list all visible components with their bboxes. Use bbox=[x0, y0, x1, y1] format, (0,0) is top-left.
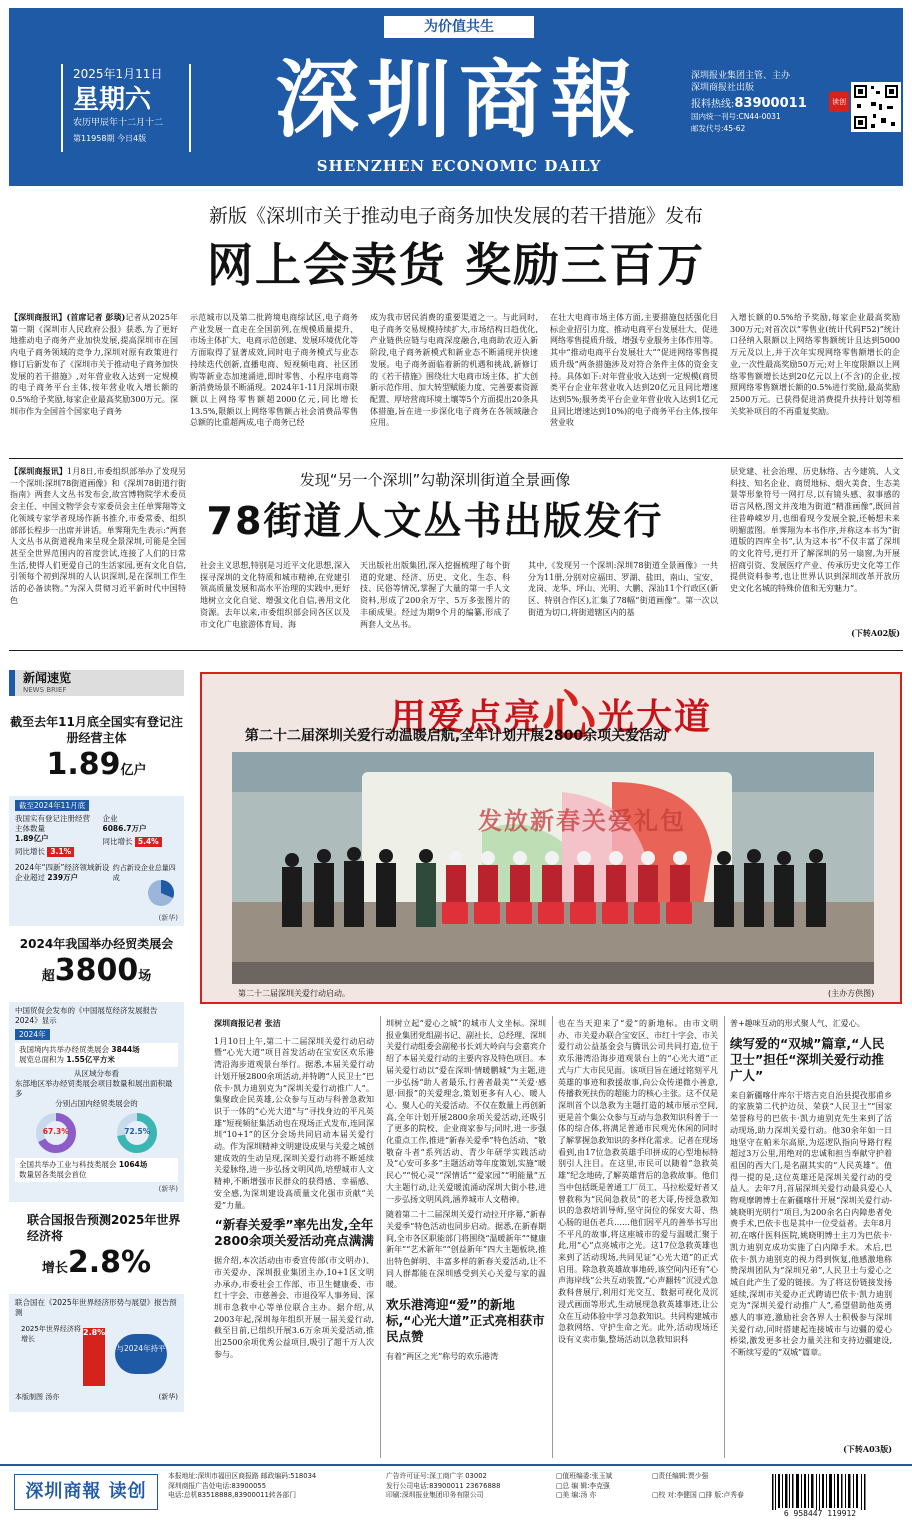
feature-col1b-text: 据介绍,本次活动由市委宣传部(市文明办)、市关爱办、深圳报业集团主办,10+1区文明办承办,市委社会工作部、市卫生健康委、市红十字会、市慈善会、市退役军人事务局、深圳市急救中心等单位联合主办。据介绍,从2003年起,深圳每年组织开展一届关爱行动,截至目前,已组织开展3.6万余项关爱活动,推出2500余项优秀公益项目,吸引了超千万人次参与。 bbox=[214, 1256, 374, 1359]
story1-byline: 【深圳商报讯】(首席记者 彭琰) bbox=[10, 312, 126, 322]
story2-kicker: 发现“另一个深圳”勾勒深圳街道全景画像 bbox=[299, 471, 571, 489]
weekday: 星期六 bbox=[73, 85, 152, 116]
barcode-number: 6 958447 119912 bbox=[783, 1509, 857, 1518]
feature-column-2 bbox=[386, 1018, 546, 1458]
feature-headline-a: 用爱点亮 bbox=[389, 697, 542, 738]
news-brief-sidebar bbox=[9, 670, 184, 1460]
column-divider bbox=[380, 1016, 381, 1458]
story1-headline[interactable]: 网上会卖货 奖励三百万 bbox=[206, 238, 705, 292]
brief2-label-2: 展览总面积为 bbox=[19, 1055, 64, 1064]
story1-column-5: 入增长额的0.5%给予奖励,每家企业最高奖励300万元;对首次以“零售业(统计代码F52)”统计口径纳入限额以上网络零售额统计且达到5000万元及以上,并于次年实现网络零售额增长的企业,一次性最高奖励50万元;对上年度限额以上网络零售额增长达到20亿元以上(不含)的企业,按照网络零售额增长额的0.5%进行奖励,最高奖励2500万元。已获得促进消费提升扶持计划等相关奖补项目的不再重复奖励。 bbox=[730, 313, 900, 416]
footer-ad-1: 广告许可证号:深工商广字 03002 bbox=[386, 1472, 487, 1480]
feature-column-4 bbox=[730, 1018, 892, 1458]
brief1-new-value: 239万户 bbox=[47, 873, 79, 882]
brief1-enterprise-label: 企业 bbox=[102, 814, 118, 823]
newspaper-title-en: SHENZHEN ECONOMIC DAILY bbox=[316, 157, 602, 175]
footer-editors bbox=[556, 1472, 656, 1501]
footer-address-3: 电话:总机83518888,83900011转各部门 bbox=[168, 1491, 297, 1499]
feature-col4b-text: 来自新疆喀什库尔干塔吉克自治县提孜那甫乡的家族第二代护边员、荣获“人民卫士”“国家荣誉称号的巴依卡·凯力迪别克先生来到了活动现场,助力深圳关爱行动。他30余年如一日地坚守在帕米尔高原,为巡逻队指向导路行程超过3万公里,用绝对的忠诚和担当奉献守护着祖国的西大门,是名副其实的“人民英雄”。值得一提的是,这位英雄还是深圳关爱行动的受益人。去年7月,首届深圳关爱行动最具爱心人物观摩聘博士在新疆喀什开展“深圳关爱行动-姚晓明光明行”项目,为200余名白内障患者免费手术,巴依卡也是其中一位受益者。去年8月初,在喀什医科医院,姚晓明博士主刀为巴依卡·凯力迪别克成功实施了白内障手术。术后,巴依卡·凯力迪别克的视力得到恢复,他感激地称赞深圳团队为“深圳兄弟”,人民卫士与爱心之城自此产生了爱的链接。为了将这份链接发扬延续,深圳市关爱办正式聘请巴依卡·凯力迪别克为“深圳关爱行动推广人”,希望借助他英勇感人的事迹,激励社会各界人士积极参与深圳关爱行动,同时搭建起连接城市与边疆的爱心桥梁,激发更多社会力量关注和支持边疆建设,不断续写爱的“双城”篇章。 bbox=[730, 1090, 892, 1358]
brief2-value-3: 1064场 bbox=[118, 1160, 148, 1169]
footer-address-2: 深圳商报广告处电话:83900055 bbox=[168, 1481, 267, 1490]
brief1-value: 1.89 bbox=[46, 747, 121, 782]
duchuang-seal-icon: 读创 bbox=[829, 92, 849, 112]
brief2-label-1: 我国境内共举办经贸类展会 bbox=[19, 1045, 109, 1054]
feature-column-1 bbox=[214, 1018, 374, 1458]
brief1-label-1: 我国实有登记注册经营主体数量 bbox=[15, 814, 90, 833]
publisher-line-1: 深圳报业集团主管、主办 bbox=[691, 71, 791, 81]
brief3-chart-label: 2025年世界经济将增长 bbox=[21, 1325, 81, 1343]
newspaper-title: 深圳商報 bbox=[274, 50, 643, 149]
story2-column-1: 【深圳商报讯】1月8日,市委组织部举办了发现另一个深圳:深圳78街道画像》和《深圳78街道行街指南》两套人文丛书发布会,故宫博物院学术委员会主任、中国文物学会专家委员会主任单霁翔等文化领域专家学者现场作新书推介,市委常委、组织部部长程步一出席并讲话。单霁翔先生表示:“两套人文丛书从街道视角来呈现全景深圳,可能是全国甚至全世界范围内的首度尝试,连接了人们的日常生活,使得人们更爱自己的生活家园,更有文化自信,引领每个初到深圳的人认识深圳,是在深圳工作生活的必备读物。”为深入贯彻习近平新时代中国特色 bbox=[10, 466, 186, 605]
brief1-source: (新华) bbox=[158, 914, 178, 922]
brief3-prefix: 增长 bbox=[41, 1261, 68, 1276]
footer-ad-3: 印刷:深圳报业集团印务有限公司 bbox=[386, 1491, 484, 1499]
brief2-share-label: 分别占国内经贸类展会的 bbox=[55, 1099, 138, 1108]
divider bbox=[9, 458, 903, 459]
feature-col2b-text: 随着第二十二届深圳关爱行动拉开序幕,“新春关爱季”特色活动也同步启动。据悉,在新春期间,全市各区职能部门将围绕“温暖新年”“健康新年”“艺术新年”“创益新年”四大主题板块,推出特色鲜明、丰富多样的新春关爱活动,让不同人群都能在深圳感受到关心关爱与家的温暖。 bbox=[386, 1210, 546, 1290]
footer-staff-1: □责任编辑:贾少强 bbox=[652, 1472, 709, 1480]
brief3-title: 联合国报告预测2025年世界经济将 bbox=[27, 1213, 181, 1243]
footer-logo: 深圳商報 读创 bbox=[14, 1474, 158, 1510]
footer-staff bbox=[652, 1472, 762, 1501]
brief2-share-1: 67.3% bbox=[42, 1127, 69, 1136]
date-box bbox=[61, 64, 191, 152]
brief1-growth-label-2: 同比增长 bbox=[102, 837, 133, 846]
feature-col2c-text: 有着“两区之光”称号的欢乐港湾 bbox=[386, 1352, 499, 1362]
divider bbox=[9, 650, 903, 651]
footer-address-1: 本报地址:深圳市福田区商报路 邮政编码:518034 bbox=[168, 1472, 317, 1480]
brief2-tag: 2024年 bbox=[15, 1029, 50, 1040]
brief1-figure bbox=[9, 746, 184, 790]
brief2-intro: 中国贸促会发布的《中国展览经济发展报告2024》显示 bbox=[15, 1006, 158, 1025]
brief3-source: (新华) bbox=[158, 1393, 178, 1401]
brief3-note-bubble: 与2024年持平 bbox=[115, 1334, 167, 1374]
brief1-tag: 截至2024年11月底 bbox=[15, 800, 89, 811]
feature-column-3: 也在当天迎来了“爱”的新地标。由市文明办、市关爱办联合宝安区、市红十字会、市关爱行动公益基金会与腾讯公司共同打造,位于欢乐港湾沿海步道观景台上的“心光大道”正式与广大市民见面。该项目旨在通过铭刻平凡英雄的事迹和救援故事,向公众传递微小善意,传播救死扶伤的超能力的核心主张。这不仅是深圳首个以急救为主题打造的城市展示空间,更是首个集公众参与互动与急救知识科普于一体的综合体,将满足普通市民观光休闲的同时了解掌握急救知识的多样化需求。记者在现场看到,由17位急救英雄手印拼成的心型地标特别引人注目。在这里,市民可以随着“急救英雄”纪念地砖,了解英雄背后的急救故事。他们当中包括既是普通工厂员工、马拉松爱好者又曾救称为“民间急救员”的老大哥,传授急救知识的急救培训导师,坚守岗位的保安大哥、热心肠的退伍老兵……他们因平凡的善举书写出不平凡的故事,将这座城市的爱与温暖汇聚于此,用“心”点亮城市之光。这17位急救英雄也来到了活动现场,共同见证“心光大道”的正式启用。除急救英雄故事地砖,该空间内还有“心声海岸线”公共互动装置,“心声翻转”沉浸式急救科普展厅,利用灯光交互、数据可视化及沉浸式画面等形式,生动展现急救英雄事迹,让公众在互动体验中学习急救知识。共同构建城市急救网络、守护生命之光。此外,活动现场还设有义卖市集,整场活动以急救知识科 bbox=[558, 1019, 718, 1344]
photo-credit: (主办方供图) bbox=[828, 989, 875, 998]
brief2-label-3: 全国共举办工业与科技类展会 bbox=[19, 1160, 117, 1169]
brief1-new-label: 2024年“四新”经济领域新设企业超过 bbox=[15, 863, 110, 882]
hotline-number: 83900011 bbox=[734, 96, 807, 111]
story2-byline: 【深圳商报讯】 bbox=[10, 466, 68, 476]
cn-number: 国内统一刊号:CN44-0031 bbox=[691, 112, 781, 121]
brief2-share-2: 72.5% bbox=[124, 1127, 151, 1136]
story2-column-4: 其中,《发现另一个深圳:深圳78街道全景画像》一共分为11册,分别对应福田、罗湖、盐田、南山、宝安、龙岗、龙华、坪山、光明、大鹏、深汕11个行政区(新区、特别合作区),汇集了78幅“街道画像”。第一次以街道为切口,将街道辖区内的基 bbox=[528, 561, 718, 617]
feature-subheadline: 第二十二届深圳关爱行动温暖启航,全年计划开展2800余项关爱活动 bbox=[244, 728, 668, 744]
footer-ad-info bbox=[386, 1472, 546, 1501]
feature-subhead-1: “新春关爱季”率先出发,全年2800余项关爱活动亮点满满 bbox=[214, 1217, 374, 1249]
brief2-label-3b: 数量居各类展会首位 bbox=[19, 1170, 87, 1179]
brief1-growth-label-1: 同比增长 bbox=[15, 847, 45, 856]
brief1-growth-2: 5.4% bbox=[135, 837, 162, 847]
story1-column-2: 示范城市以及第二批跨境电商综试区,电子商务产业发展一直走在全国前列,在规模质量提升、市场主体扩大、电商示范创建、发展环境优化等方面取得了显著成效,同时电子商务模式与业态持续迭代创新,直播电商、短视频电商、社区团购等新业态加速涌进,即时零售、小程序电商等新消费场景不断涌现。2024年1-11月深圳市限额以上网络零售额超2000亿元,同比增长13.5%,限额以上网络零售额占社会消费品零售总额的比重超两成,电子商务已经 bbox=[190, 313, 358, 428]
feature-headline-heart: 心 bbox=[542, 685, 598, 748]
brief2-title: 2024年我国举办经贸类展会 bbox=[19, 937, 174, 951]
brief1-enterprise-value: 6086.7万户 bbox=[102, 824, 147, 833]
story1-kicker: 新版《深圳市关于推动电子商务加快发展的若干措施》发布 bbox=[208, 205, 703, 227]
photo-banner-text: 发放新春关爱礼包 bbox=[478, 806, 686, 835]
column-divider bbox=[724, 1016, 725, 1458]
publisher-info bbox=[691, 70, 821, 135]
brief2-value-1: 3844场 bbox=[111, 1045, 140, 1054]
story2-column-5: 层党建、社会治理、历史脉络、古今建筑、人文科技、知名企业、商贸地标、烟火美食、生态美景等形象符号一网打尽,以有镜头感、叙事感的语言风格,图文并茂地为街道“精准画像”,既回首往昔峥嵘岁月,也细看现今发展全貌,还畅想未来明媚蓝图。单霁翔为本书作序,并称这本书为“街道版的四库全书”,认为这本书“不仅丰富了深圳的文化符号,更打开了解深圳的另一扇窗,为开展招商引资、发展医疗产业、传承历史文化等工作提供资料参考,也让世界认识到深圳改革开放历史文化名城的特殊价值和无穷魅力”。 bbox=[730, 467, 900, 594]
hotline-label: 报料热线: bbox=[691, 99, 735, 110]
story2-column-2: 社会主义思想,特别是习近平文化思想,深入探寻深圳的文化特质和城市精神,在党建引领高质量发展和高水平治理的实践中,更好地树立文化自觉、增强文化自信,善用文化资源。去年以来,市委组织部会同各区以及市文化广电旅游体育局、海 bbox=[200, 561, 350, 629]
brief2-region: 从区域分布看 bbox=[74, 1069, 119, 1078]
issue-number: 第11958期 今日4版 bbox=[73, 134, 147, 144]
feature-subhead-3: 续写爱的“双城”篇章,“人民卫士”担任“深圳关爱行动推广人” bbox=[730, 1035, 885, 1083]
brief2-donut-2 bbox=[115, 1111, 159, 1155]
brief3-infographic bbox=[9, 1294, 184, 1412]
qr-code-icon[interactable] bbox=[851, 82, 901, 132]
postal-code: 邮发代号:45-62 bbox=[691, 124, 746, 133]
brief2-donut-1 bbox=[34, 1111, 78, 1155]
feature-byline: 深圳商报记者 张洁 bbox=[214, 1018, 281, 1028]
brief3-intro: 联合国在《2025年世界经济形势与展望》报告预测 bbox=[15, 1298, 177, 1317]
story2-column-3: 天出版社出版集团,深入挖掘梳理了每个街道的党建、经济、历史、文化、生态、科技、民俗等情况,掌握了大量的第一手人文资料,形成了200余万字、5万多张图片的丰硕成果。经过为期9个月的编纂,形成了两套人文丛书。 bbox=[360, 561, 510, 629]
barcode-icon bbox=[770, 1472, 870, 1512]
feature-col1-text: 1月10日上午,第二十二届深圳关爱行动启动暨“心光大道”项目首发活动在宝安区欢乐港湾沿海步道观景台举行。据悉,本届关爱行动计划开展2800余项活动,并特聘“人民卫士”巴依卡·凯力迪别克为“深圳关爱行动推广人”。集聚政企民英雄,公众参与互动与科普急救知识于一体的“心光大道”与“寻找身边的平凡英雄”短视频征集活动也在现场正式发布,连同深圳“10+1”的区分会场共同启动本届关爱行动。作为深圳精神文明建设成果与关爱之城创建成效的生动呈现,深圳关爱行动将不断延续关爱脉络,进一步弘扬文明风尚,培塑城市人文精神,不断增强市民群众的获得感、幸福感、安全感,为深圳建设高质量文化强市贡献“关爱”力量。 bbox=[214, 1036, 374, 1210]
news-brief-title: 新闻速览 bbox=[23, 671, 72, 685]
footer-editor-2: □总 编 辑:李克强 bbox=[556, 1481, 610, 1490]
story2-headline[interactable]: 78街道人文丛书出版发行 bbox=[206, 499, 664, 543]
brief2-source: (新华) bbox=[158, 1185, 178, 1193]
feature-subhead-2: 欢乐港湾迎“爱”的新地标,“心光大道”正式亮相获市民点赞 bbox=[386, 1297, 545, 1345]
news-brief-title-en: NEWS BRIEF bbox=[23, 686, 67, 694]
footer-editor-1: □值班编委:张玉斌 bbox=[556, 1472, 613, 1480]
footer-address bbox=[168, 1472, 368, 1501]
brief1-value-1: 1.89亿户 bbox=[15, 834, 49, 843]
brief2-prefix: 超 bbox=[41, 969, 55, 984]
photo-illustration bbox=[232, 752, 874, 984]
lunar-date: 农历甲辰年十二月十二 bbox=[73, 118, 164, 129]
brief3-credit: 本版制图 汤亦 bbox=[15, 1393, 60, 1401]
feature-col2-text: 圳树立起“爱心之城”的城市人文坐标。深圳报业集团党组副书记、副社长、总经理、深圳关爱行动组委会副秘书长刘大岭向与会嘉宾介绍了本届关爱行动的主要内容及特色项目。本届关爱行动以“爱在深圳·情暖鹏城”为主题,进一步弘扬“助人者最乐,行善者最美”“关爱·感恩·回报”的关爱理念,策划更多有人心、暖人心、聚人心的关爱活动。不仅在数量上再创新高,全年计划开展2800余项关爱活动,还吸引了更多的院校、企业商家参与;同时,进一步强化重点工作,推进“新春关爱季”特色活动、“敬敬奋斗者”系列活动、青少年研学实践活动及“心安可多多”主题活动等年度策划,实施“暖民心”“悦心灵”“深情话”“爱家园”“明能量”五大主题行动,让关爱暖流涌动深圳大街小巷,进一步弘扬文明风尚,涵养城市人文精神。 bbox=[386, 1019, 546, 1204]
masthead bbox=[9, 8, 903, 186]
brief1-pie-chart bbox=[146, 878, 176, 908]
brief2-value-2: 1.55亿平方米 bbox=[66, 1055, 115, 1064]
column-divider bbox=[552, 1016, 553, 1458]
feature-col4-text: 普+趣味互动的形式聚人气、汇爱心。 bbox=[730, 1019, 865, 1028]
feature-jump-link[interactable]: (下转A03版) bbox=[843, 1444, 892, 1454]
brief2-value: 3800 bbox=[54, 953, 139, 988]
brief1-growth-1: 3.1% bbox=[47, 847, 74, 857]
story1-column-3: 成为我市居民消费的重要渠道之一。与此同时,电子商务交易规模持续扩大,市场结构日趋优化,产业链供应链与电商深度融合,电商助农迈入新阶段,电子商务新模式和新业态不断涌现并快速发展。电子商务面临着新的机遇和挑战,新修订的《若干措施》围绕壮大电商市场主体、扩大创新示范作用、加大转型赋能力度、完善要素资源配置、厚培营商环境土壤等5个方面提出20条具体措施,旨在进一步深化电子商务在各领域融合应用。 bbox=[370, 313, 538, 428]
footer-staff-2: □校 对:李健国 □排 版:卢秀春 bbox=[652, 1491, 744, 1499]
brief1-infographic bbox=[9, 796, 184, 926]
brief1-new-note: 约占新设企业总量四成 bbox=[112, 864, 176, 882]
brief2-infographic bbox=[9, 1002, 184, 1202]
brief3-bar: 2.8% bbox=[83, 1328, 105, 1386]
brief2-figure bbox=[9, 952, 184, 996]
brief1-title: 截至去年11月底全国实有登记注册经营主体 bbox=[10, 715, 183, 745]
publisher-line-2: 深圳商报社出版 bbox=[691, 83, 755, 93]
brief1-unit: 亿户 bbox=[120, 763, 147, 778]
brief3-figure bbox=[9, 1244, 184, 1288]
brief2-unit: 场 bbox=[138, 969, 152, 984]
footer-editor-3: □美 编:汤 亦 bbox=[556, 1491, 597, 1499]
issue-date: 2025年1月11日 bbox=[73, 67, 163, 81]
photo-caption: 第二十二届深圳关爱行动启动。 bbox=[238, 989, 350, 998]
story2-jump-link[interactable]: (下转A02版) bbox=[851, 628, 900, 638]
story1-column-1: 【深圳商报讯】(首席记者 彭琰)记者从2025年第一期《深圳市人民政府公报》获悉,为了更好地推动电子商务产业加快发展,提高深圳市在国内电子商务领域的竞争力,深圳对原有政策进行修订后新发布了《深圳市关于推动电子商务加快发展的若干措施》,对年营业收入达到一定规模的电子商务平台主体,按年营业收入增长额的0.5%给予奖励,每家企业最高奖励300万元。深圳市作为全国首个国家电子商务 bbox=[10, 312, 178, 416]
feature-photo[interactable] bbox=[232, 752, 874, 984]
slogan: 为价值共生 bbox=[384, 16, 534, 38]
brief2-region-note: 东部地区举办经贸类展会项目数量和展出面积最多 bbox=[15, 1079, 173, 1098]
news-brief-header bbox=[9, 670, 184, 696]
story1-column-4: 在壮大电商市场主体方面,主要措施包括强化目标企业招引力度、推动电商平台发展壮大、促进网络零售提质升级、增强专业服务主体作用等。其中“推动电商平台发展壮大”“促进网络零售提质升级”两条措施涉及对符合条件主体的资金支持。具体如下:对年营业收入达到一定规模(商贸类平台企业年营业收入达到20亿元且同比增速达到5%;服务类平台企业年营业收入达到1亿元且同比增速达到10%)的电子商务平台主体,按年营业收 bbox=[550, 313, 718, 428]
footer-ad-2: 发行公司电话:83900011 23676888 bbox=[386, 1481, 501, 1490]
feature-headline-b: 光大道 bbox=[598, 697, 713, 738]
brief3-value: 2.8% bbox=[67, 1245, 152, 1280]
